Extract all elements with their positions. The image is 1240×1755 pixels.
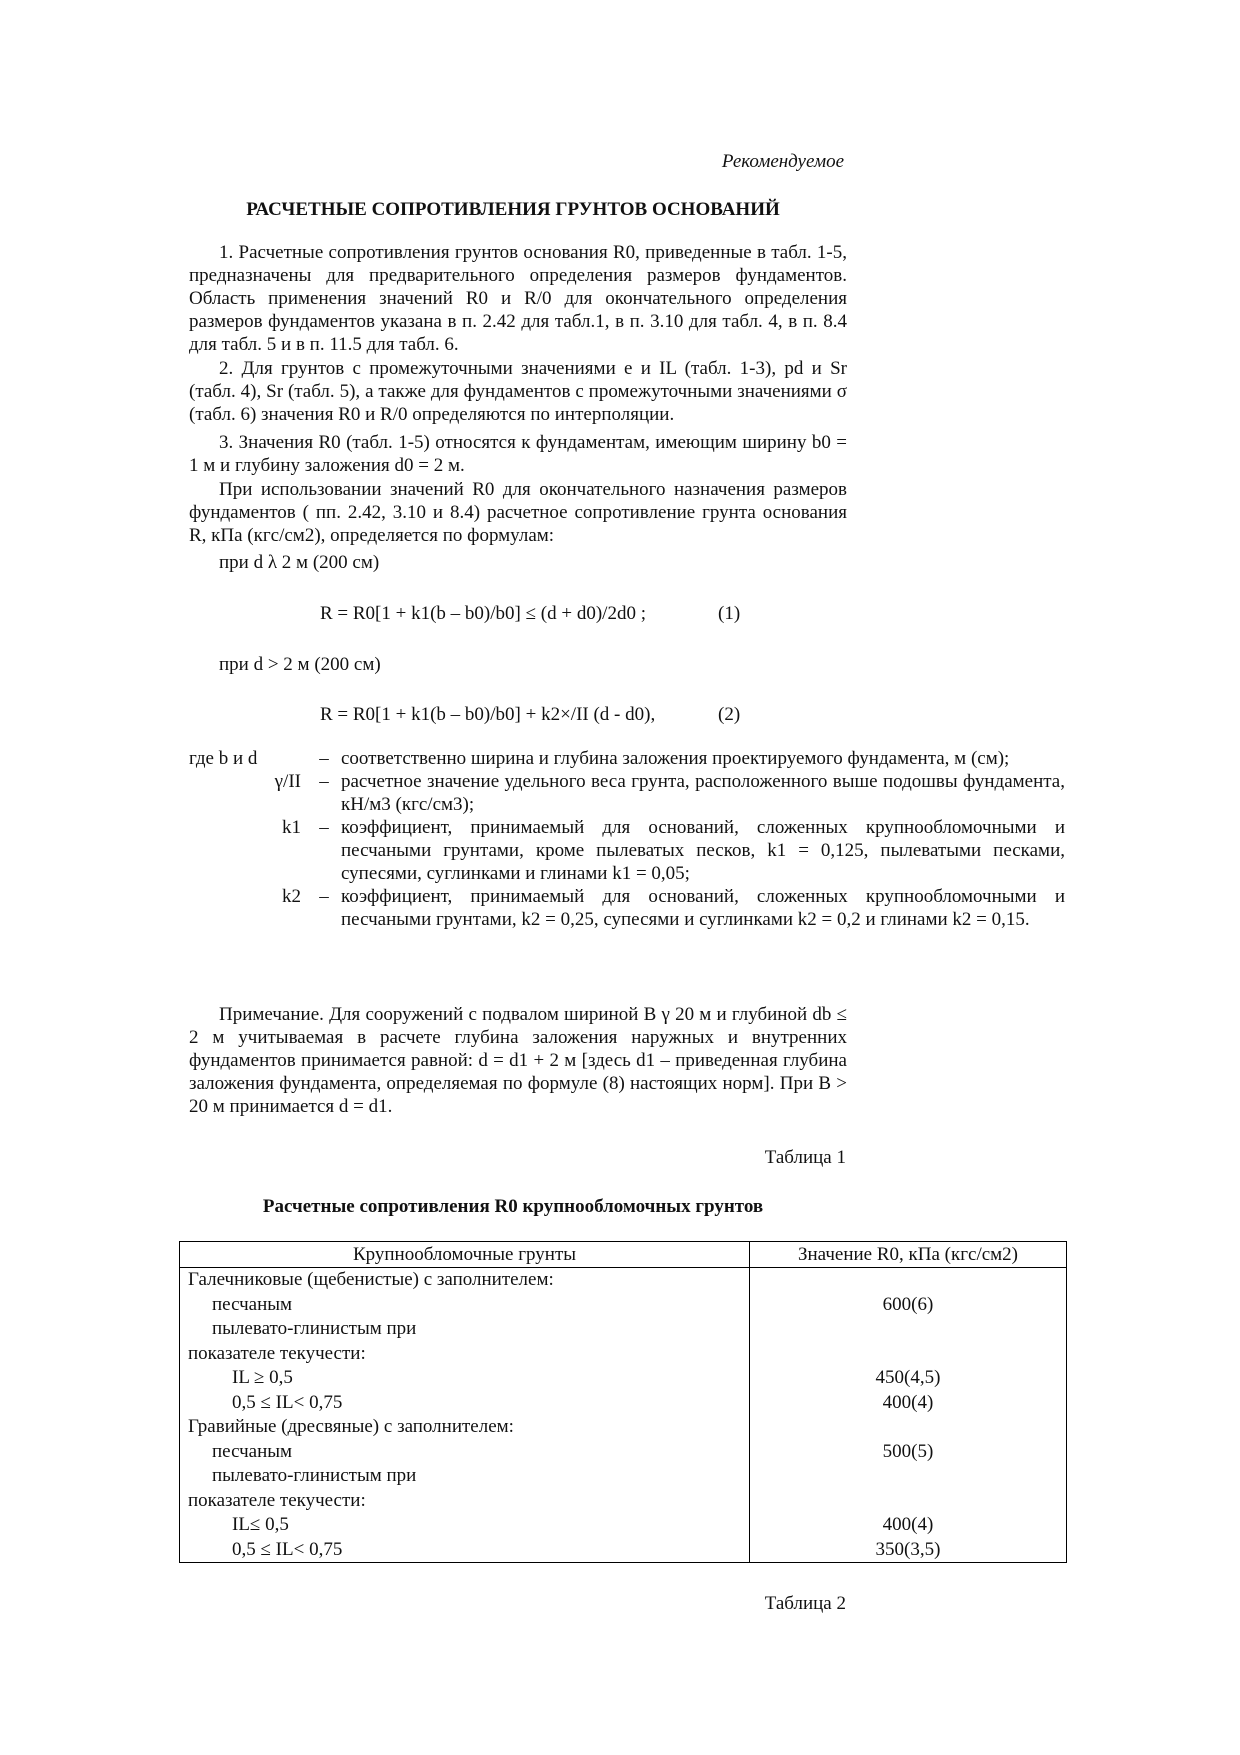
definition-symbol: где b и d — [189, 748, 258, 769]
paragraph-3-text: 3. Значения R0 (табл. 1-5) относятся к фундаментам, имеющим ширину b0 = 1 м и глубину заложения d0 = 2 м. — [189, 432, 847, 476]
note — [189, 1003, 847, 1118]
table-row-value — [758, 1268, 1058, 1293]
values-cell — [750, 1268, 1067, 1563]
table-row-value — [758, 1464, 1058, 1489]
definition-dash: – — [319, 748, 329, 769]
formula-1 — [320, 602, 740, 625]
definition-dash: – — [319, 817, 329, 838]
definition-text: соответственно ширина и глубина заложения проектируемого фундамента, м (см); — [341, 748, 1010, 769]
table-row-value: 450(4,5) — [875, 1367, 941, 1388]
paragraph-2 — [189, 357, 847, 426]
recommended-label: Рекомендуемое — [721, 151, 844, 172]
table-row-label: Гравийные (дресвяные) с заполнителем: — [188, 1416, 514, 1437]
table-row-value — [758, 1489, 1058, 1514]
table-row-value: 600(6) — [882, 1293, 934, 1315]
symbol-definitions — [189, 747, 1065, 931]
formula-2 — [320, 703, 740, 726]
table-row-label: Галечниковые (щебенистые) с заполнителем: — [188, 1269, 554, 1290]
page-title: РАСЧЕТНЫЕ СОПРОТИВЛЕНИЯ ГРУНТОВ ОСНОВАНИЙ — [246, 199, 780, 220]
definition-symbol: k1 — [282, 817, 301, 838]
definition-symbol: γ/II — [274, 771, 301, 792]
definition-row — [189, 770, 1065, 816]
paragraph-4-text: При использовании значений R0 для окончательного назначения размеров фундаментов ( пп. 2.42, 3.10 и 8.4) расчетное сопротивление грунта основания R, кПа (кгс/см2), определяется по формулам: — [189, 479, 847, 546]
table-row-value: 400(4) — [882, 1514, 934, 1535]
definition-text: расчетное значение удельного веса грунта, расположенного выше подошвы фундамента, кН/м3 (кгс/см3); — [341, 771, 1065, 815]
table-1 — [179, 1241, 1067, 1563]
table-row-value — [758, 1342, 1058, 1367]
table-row-value: 350(3,5) — [875, 1538, 941, 1560]
table-row-label: песчаным — [212, 1293, 293, 1315]
definition-row — [189, 885, 1065, 931]
table-row-label: показателе текучести: — [188, 1489, 366, 1511]
table-row-label: показателе текучести: — [188, 1342, 366, 1364]
table-row-label: пылевато-глинистым при — [212, 1465, 417, 1486]
note-text: Примечание. Для сооружений с подвалом шириной B γ 20 м и глубиной db ≤ 2 м учитываемая в расчете глубина заложения наружных и внутренних фундаментов принимается равной: d = d1 + 2 м [здесь d1 – приведенная глубина заложения фундамента, определяемая по формуле (8) настоящих норм]. При B > 20 м принимается d = d1. — [189, 1004, 847, 1117]
table-row-label: 0,5 ≤ IL< 0,75 — [232, 1391, 343, 1413]
formula-1-number: (1) — [718, 603, 741, 624]
paragraph-4 — [189, 478, 847, 547]
table-2-caption: Таблица 2 — [764, 1593, 846, 1614]
table-row-label: IL≤ 0,5 — [232, 1514, 289, 1535]
table-row-value: 400(4) — [882, 1391, 934, 1413]
paragraph-1 — [189, 241, 847, 356]
table-1-caption: Таблица 1 — [764, 1147, 846, 1168]
definition-dash: – — [319, 886, 329, 907]
definition-symbol: k2 — [282, 886, 301, 907]
paragraph-2-text: 2. Для грунтов с промежуточными значениями e и IL (табл. 1-3), pd и Sr (табл. 4), Sr (табл. 5), а также для фундаментов с промежуточными значениями σ (табл. 6) значения R0 и R/0 определяются по интерполяции. — [189, 358, 847, 425]
definition-text: коэффициент, принимаемый для оснований, сложенных крупнообломочными и песчаными грунтами, кроме пылеватых песков, k1 = 0,125, пылеватыми песками, супесями, суглинками и глинами k1 = 0,05; — [341, 817, 1065, 884]
soil-types-cell — [180, 1268, 750, 1563]
table-row-label: пылевато-глинистым при — [212, 1318, 417, 1339]
condition-1: при d λ 2 м (200 см) — [219, 552, 380, 573]
table-row-label: песчаным — [212, 1440, 293, 1462]
formula-2-text: R = R0[1 + k1(b – b0)/b0] + k2×/II (d - d0), — [320, 704, 656, 725]
paragraph-3 — [189, 431, 847, 477]
condition-2: при d > 2 м (200 см) — [219, 654, 381, 675]
table-row-value — [758, 1317, 1058, 1342]
definition-row — [189, 816, 1065, 885]
paragraph-1-text: 1. Расчетные сопротивления грунтов основания R0, приведенные в табл. 1-5, предназначены для предварительного определения размеров фундаментов. Область применения значений R0 и R/0 для окончательного определения размеров фундаментов указана в п. 2.42 для табл.1, в п. 3.10 для табл. 4, в п. 8.4 для табл. 5 и в п. 11.5 для табл. 6. — [189, 242, 847, 355]
table-row-label: IL ≥ 0,5 — [232, 1367, 293, 1388]
table-row-label: 0,5 ≤ IL< 0,75 — [232, 1538, 343, 1560]
formula-2-number: (2) — [718, 704, 741, 725]
formula-1-text: R = R0[1 + k1(b – b0)/b0] ≤ (d + d0)/2d0 ; — [320, 603, 646, 624]
definition-text: коэффициент, принимаемый для оснований, сложенных крупнообломочными и песчаными грунтами, k2 = 0,25, супесями и суглинками k2 = 0,2 и глинами k2 = 0,15. — [341, 886, 1065, 930]
definition-row — [189, 747, 1065, 770]
table-body-row — [180, 1268, 1067, 1563]
table-1-title: Расчетные сопротивления R0 крупнообломочных грунтов — [262, 1196, 764, 1217]
column-header-value: Значение R0, кПа (кгс/см2) — [750, 1242, 1067, 1268]
column-header-soils: Крупнообломочные грунты — [180, 1242, 750, 1268]
table-row-value: 500(5) — [882, 1440, 934, 1462]
definition-dash: – — [319, 771, 329, 792]
table-header-row — [180, 1242, 1067, 1268]
table-row-value — [758, 1415, 1058, 1440]
